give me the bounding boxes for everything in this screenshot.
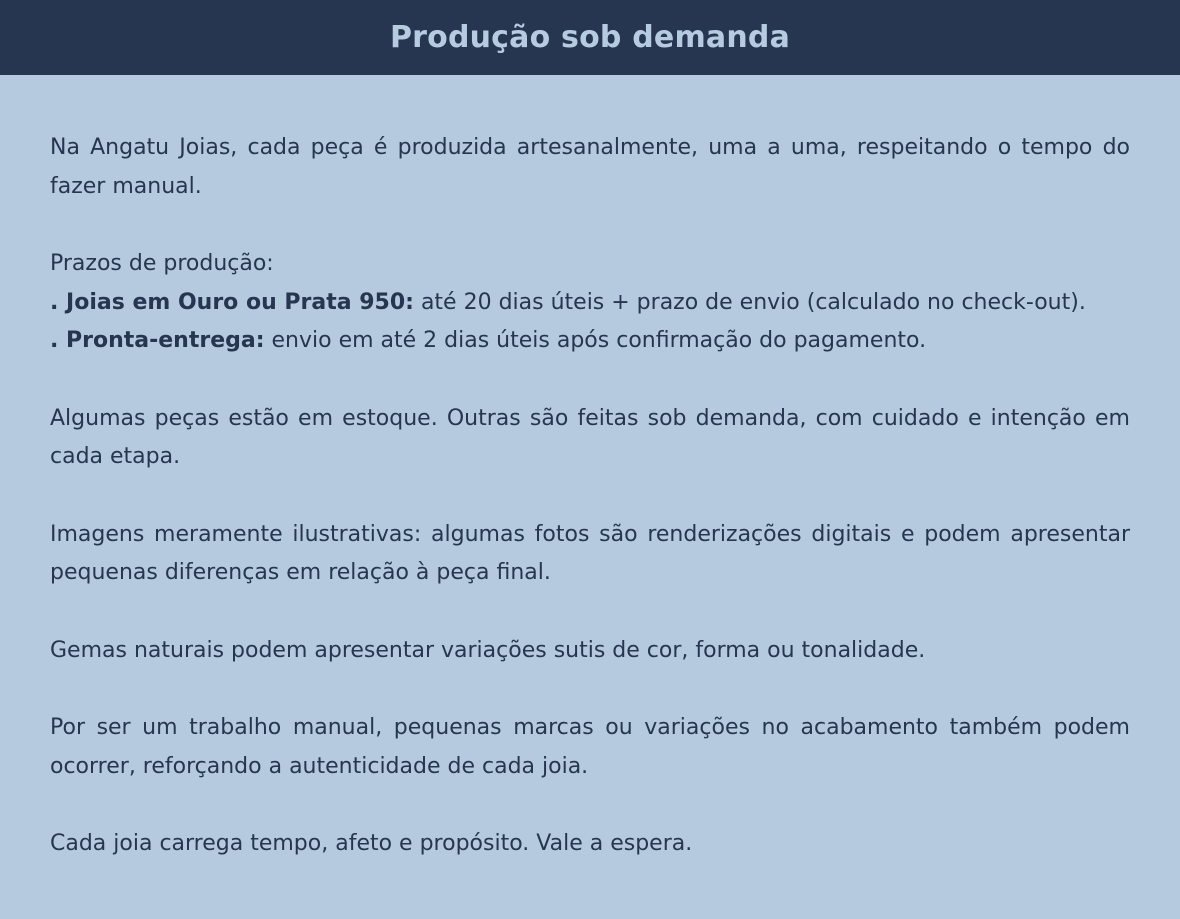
- estoque-paragraph: Algumas peças estão em estoque. Outras são feitas sob demanda, com cuidado e intenção em cada etapa.: [50, 405, 1130, 469]
- gemas-paragraph: Gemas naturais podem apresentar variações sutis de cor, forma ou tonalidade.: [50, 637, 926, 663]
- prazo-item-pronta-entrega: [50, 322, 1130, 361]
- trabalho-manual-paragraph: Por ser um trabalho manual, pequenas marcas ou variações no acabamento também podem ocorrer, reforçando a autenticidade de cada joia.: [50, 715, 1130, 779]
- panel-title: Produção sob demanda: [389, 20, 791, 55]
- spacer: [50, 593, 1130, 632]
- prazo-item-label: . Joias em Ouro ou Prata 950:: [50, 289, 414, 315]
- panel-header: [0, 0, 1180, 75]
- prazo-item-text: até 20 dias úteis + prazo de envio (calculado no check-out).: [413, 289, 1086, 315]
- prazo-item-ouro-prata: [50, 284, 1130, 323]
- spacer: [50, 670, 1130, 709]
- panel-content: [0, 75, 1180, 864]
- closing-paragraph: Cada joia carrega tempo, afeto e propósito. Vale a espera.: [50, 831, 693, 856]
- spacer: [50, 477, 1130, 516]
- imagens-paragraph: Imagens meramente ilustrativas: algumas fotos são renderizações digitais e podem apresentar pequenas diferenças em relação à peça final.: [50, 521, 1130, 585]
- spacer: [50, 361, 1130, 400]
- spacer: [50, 206, 1130, 245]
- prazo-item-text: envio em até 2 dias úteis após confirmação do pagamento.: [264, 328, 927, 353]
- spacer: [50, 786, 1130, 825]
- intro-paragraph: Na Angatu Joias, cada peça é produzida artesanalmente, uma a uma, respeitando o tempo do fazer manual.: [50, 135, 1130, 199]
- prazo-item-label: . Pronta-entrega:: [50, 328, 265, 353]
- prazos-heading: Prazos de produção:: [50, 251, 274, 276]
